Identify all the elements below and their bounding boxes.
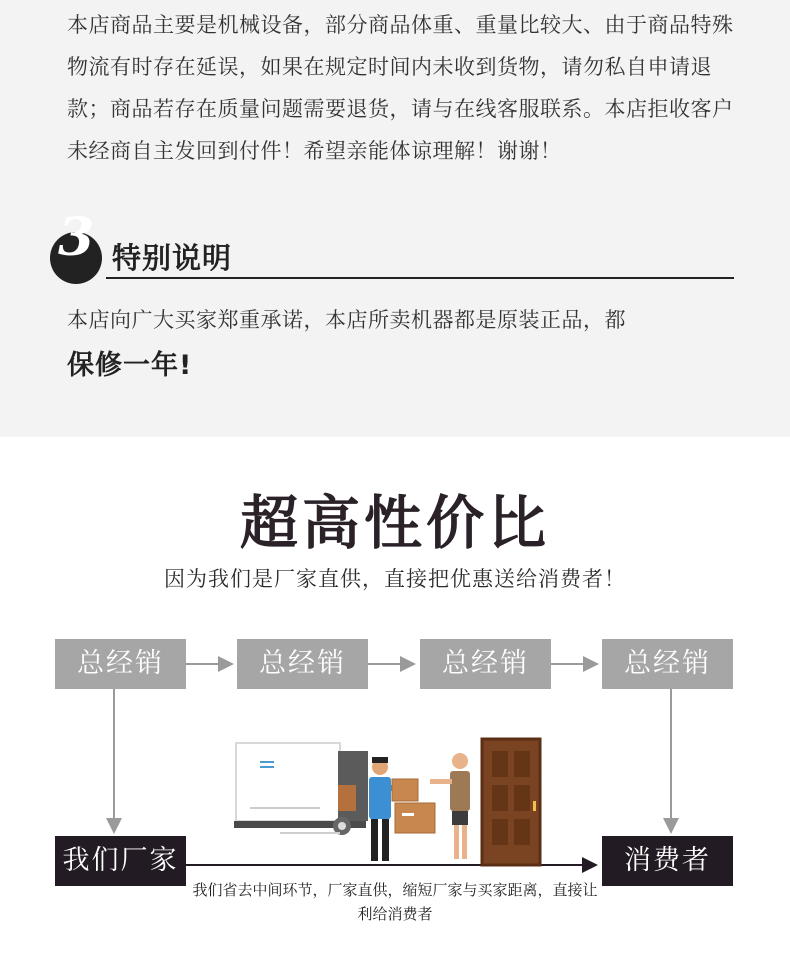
special-heading bbox=[50, 207, 734, 280]
value-title: 超高性价比 bbox=[239, 489, 550, 557]
consumer-box: 消费者 bbox=[602, 836, 733, 886]
special-text: 本店向广大买家郑重承诺，本店所卖机器都是原装正品，都 bbox=[67, 308, 626, 332]
notice-section bbox=[0, 0, 790, 437]
value-subtitle: 因为我们是厂家直供，直接把优惠送给消费者！ bbox=[164, 567, 626, 591]
distributor-box-4: 总经销 bbox=[602, 639, 733, 689]
distributor-box-2: 总经销 bbox=[237, 639, 368, 689]
truck-icon bbox=[234, 743, 368, 835]
delivery-illustration bbox=[230, 735, 550, 870]
warranty-emphasis: 保修一年! bbox=[67, 350, 193, 381]
notice-text: 本店商品主要是机械设备，部分商品体重、重量比较大、由于商品特殊物流有时存在延误，如果在规定时间内未收到货物，请勿私自申请退款；商品若存在质量问题需要退货，请与在线客服联系。本店拒收客户未经商自主发回到付件！希望亲能体谅理解！谢谢！ bbox=[67, 13, 734, 163]
parcel-boxes bbox=[392, 779, 435, 833]
flow-note: 我们省去中间环节，厂家直供，缩短厂家与买家距离，直接让利给消费者 bbox=[192, 881, 598, 923]
special-title: 特别说明 bbox=[112, 241, 233, 275]
distributor-box-1: 总经销 bbox=[55, 639, 186, 689]
door-icon bbox=[482, 739, 540, 865]
heading-underline bbox=[106, 277, 734, 279]
factory-box: 我们厂家 bbox=[55, 836, 186, 886]
number-glyph: 3 bbox=[58, 207, 95, 268]
customer-figure bbox=[430, 753, 470, 859]
distributor-box-3: 总经销 bbox=[420, 639, 551, 689]
